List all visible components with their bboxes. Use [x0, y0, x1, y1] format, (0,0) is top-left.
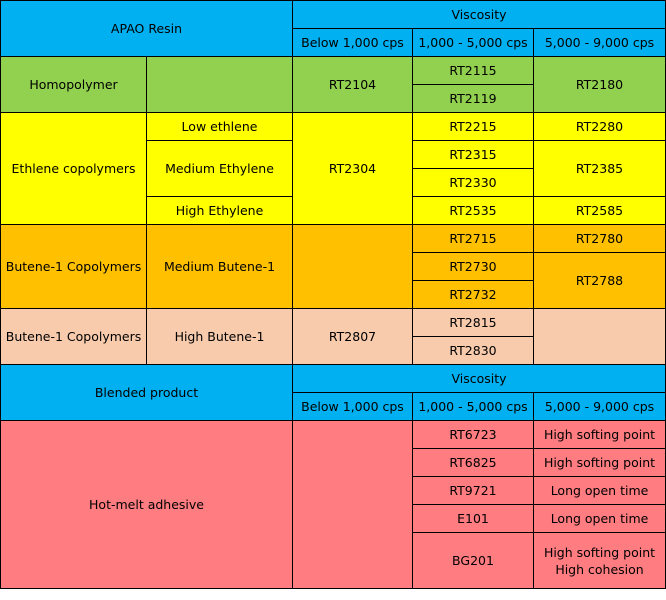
- butene-medium-below-1000: [293, 225, 413, 309]
- butene-high-mid-2: RT2830: [413, 337, 534, 365]
- ethylene-below-1000: RT2304: [293, 113, 413, 225]
- viscosity-below-1000-header-2: Below 1,000 cps: [293, 393, 413, 421]
- ethylene-high-high: RT2585: [534, 197, 666, 225]
- ethylene-medium-mid-1: RT2315: [413, 141, 534, 169]
- hotmelt-feature-5-line-2: High cohesion: [555, 561, 644, 577]
- butene-medium-high-top: RT2780: [534, 225, 666, 253]
- viscosity-header-2: Viscosity: [293, 365, 666, 393]
- viscosity-below-1000-header: Below 1,000 cps: [293, 29, 413, 57]
- hotmelt-category: Hot-melt adhesive: [1, 421, 293, 589]
- blended-product-header: Blended product: [1, 365, 293, 421]
- ethylene-medium-mid-2: RT2330: [413, 169, 534, 197]
- butene-high-mid-1: RT2815: [413, 309, 534, 337]
- ethylene-high-label: High Ethylene: [147, 197, 293, 225]
- hotmelt-product-5: BG201: [413, 533, 534, 589]
- hotmelt-feature-1: High softing point: [534, 421, 666, 449]
- hotmelt-below-1000: [293, 421, 413, 589]
- viscosity-1000-5000-header-2: 1,000 - 5,000 cps: [413, 393, 534, 421]
- ethylene-low-label: Low ethlene: [147, 113, 293, 141]
- viscosity-1000-5000-header: 1,000 - 5,000 cps: [413, 29, 534, 57]
- hotmelt-feature-3: Long open time: [534, 477, 666, 505]
- ethylene-medium-high: RT2385: [534, 141, 666, 197]
- butene-medium-high-bottom: RT2788: [534, 253, 666, 309]
- hotmelt-product-4: E101: [413, 505, 534, 533]
- apao-resin-header: APAO Resin: [1, 1, 293, 57]
- butene-medium-category: Butene-1 Copolymers: [1, 225, 147, 309]
- hotmelt-product-3: RT9721: [413, 477, 534, 505]
- ethylene-category: Ethlene copolymers: [1, 113, 147, 225]
- butene-medium-mid-1: RT2715: [413, 225, 534, 253]
- hotmelt-feature-4: Long open time: [534, 505, 666, 533]
- butene-high-high: [534, 309, 666, 365]
- ethylene-low-high: RT2280: [534, 113, 666, 141]
- butene-high-label: High Butene-1: [147, 309, 293, 365]
- hotmelt-feature-5-line-1: High softing point: [543, 544, 656, 560]
- butene-medium-mid-3: RT2732: [413, 281, 534, 309]
- homopolymer-below-1000: RT2104: [293, 57, 413, 113]
- ethylene-high-mid: RT2535: [413, 197, 534, 225]
- butene-high-below-1000: RT2807: [293, 309, 413, 365]
- homopolymer-mid-2: RT2119: [413, 85, 534, 113]
- butene-medium-label: Medium Butene-1: [147, 225, 293, 309]
- ethylene-medium-label: Medium Ethylene: [147, 141, 293, 197]
- viscosity-5000-9000-header-2: 5,000 - 9,000 cps: [534, 393, 666, 421]
- hotmelt-feature-2: High softing point: [534, 449, 666, 477]
- butene-high-category: Butene-1 Copolymers: [1, 309, 147, 365]
- hotmelt-feature-5: [534, 533, 666, 589]
- viscosity-5000-9000-header: 5,000 - 9,000 cps: [534, 29, 666, 57]
- ethylene-low-mid: RT2215: [413, 113, 534, 141]
- hotmelt-product-1: RT6723: [413, 421, 534, 449]
- hotmelt-product-2: RT6825: [413, 449, 534, 477]
- homopolymer-subcategory: [147, 57, 293, 113]
- homopolymer-high: RT2180: [534, 57, 666, 113]
- homopolymer-category: Homopolymer: [1, 57, 147, 113]
- viscosity-header: Viscosity: [293, 1, 666, 29]
- butene-medium-mid-2: RT2730: [413, 253, 534, 281]
- homopolymer-mid-1: RT2115: [413, 57, 534, 85]
